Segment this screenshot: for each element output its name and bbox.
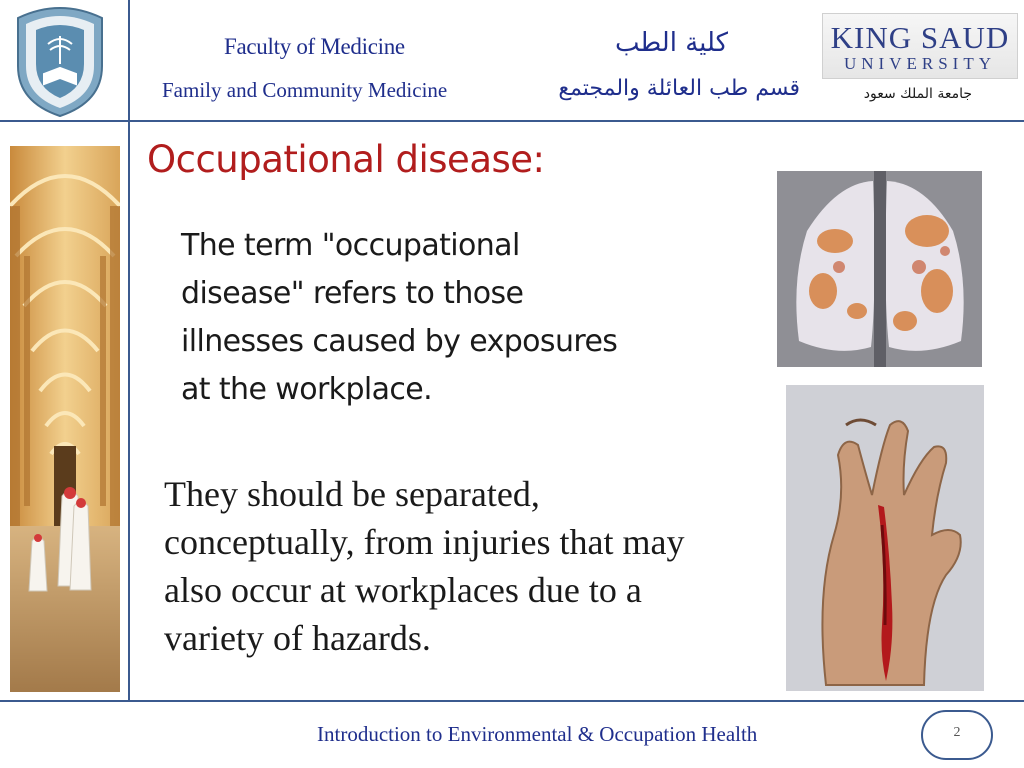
arcade-corridor-photo bbox=[10, 146, 120, 692]
department-title: Family and Community Medicine bbox=[162, 78, 448, 102]
definition-line: illnesses caused by exposures bbox=[181, 324, 618, 359]
definition-line: The term "occupational bbox=[181, 228, 520, 263]
distinction-line: They should be separated, bbox=[164, 474, 540, 514]
distinction-line: variety of hazards. bbox=[164, 618, 431, 658]
distinction-line: conceptually, from injuries that may bbox=[164, 522, 685, 562]
faculty-title-arabic: كلية الطب bbox=[614, 28, 728, 58]
faculty-title: Faculty of Medicine bbox=[224, 34, 405, 59]
slide-title: Occupational disease: bbox=[147, 138, 545, 181]
king-saud-university-logo bbox=[822, 13, 1018, 79]
university-name: KING SAUD bbox=[830, 20, 1010, 55]
page-number-badge bbox=[921, 710, 993, 760]
distinction-paragraph bbox=[164, 470, 764, 662]
distinction-line: also occur at workplaces due to a bbox=[164, 570, 642, 610]
university-word: UNIVERSITY bbox=[844, 54, 996, 73]
definition-paragraph bbox=[181, 222, 701, 414]
definition-line: disease" refers to those bbox=[181, 276, 524, 311]
header-divider bbox=[0, 120, 1024, 122]
university-name-arabic: جامعة الملك سعود bbox=[863, 86, 972, 102]
university-seal-logo bbox=[8, 4, 112, 118]
department-title-arabic: قسم طب العائلة والمجتمع bbox=[558, 76, 800, 101]
course-title-footer: Introduction to Environmental & Occupation Health bbox=[317, 722, 758, 746]
lung-xray-image bbox=[777, 171, 982, 367]
left-vertical-divider bbox=[128, 0, 130, 700]
footer-divider bbox=[0, 700, 1024, 702]
page-number: 2 bbox=[953, 725, 961, 740]
definition-line: at the workplace. bbox=[181, 372, 433, 407]
injured-hand-image bbox=[786, 385, 984, 691]
